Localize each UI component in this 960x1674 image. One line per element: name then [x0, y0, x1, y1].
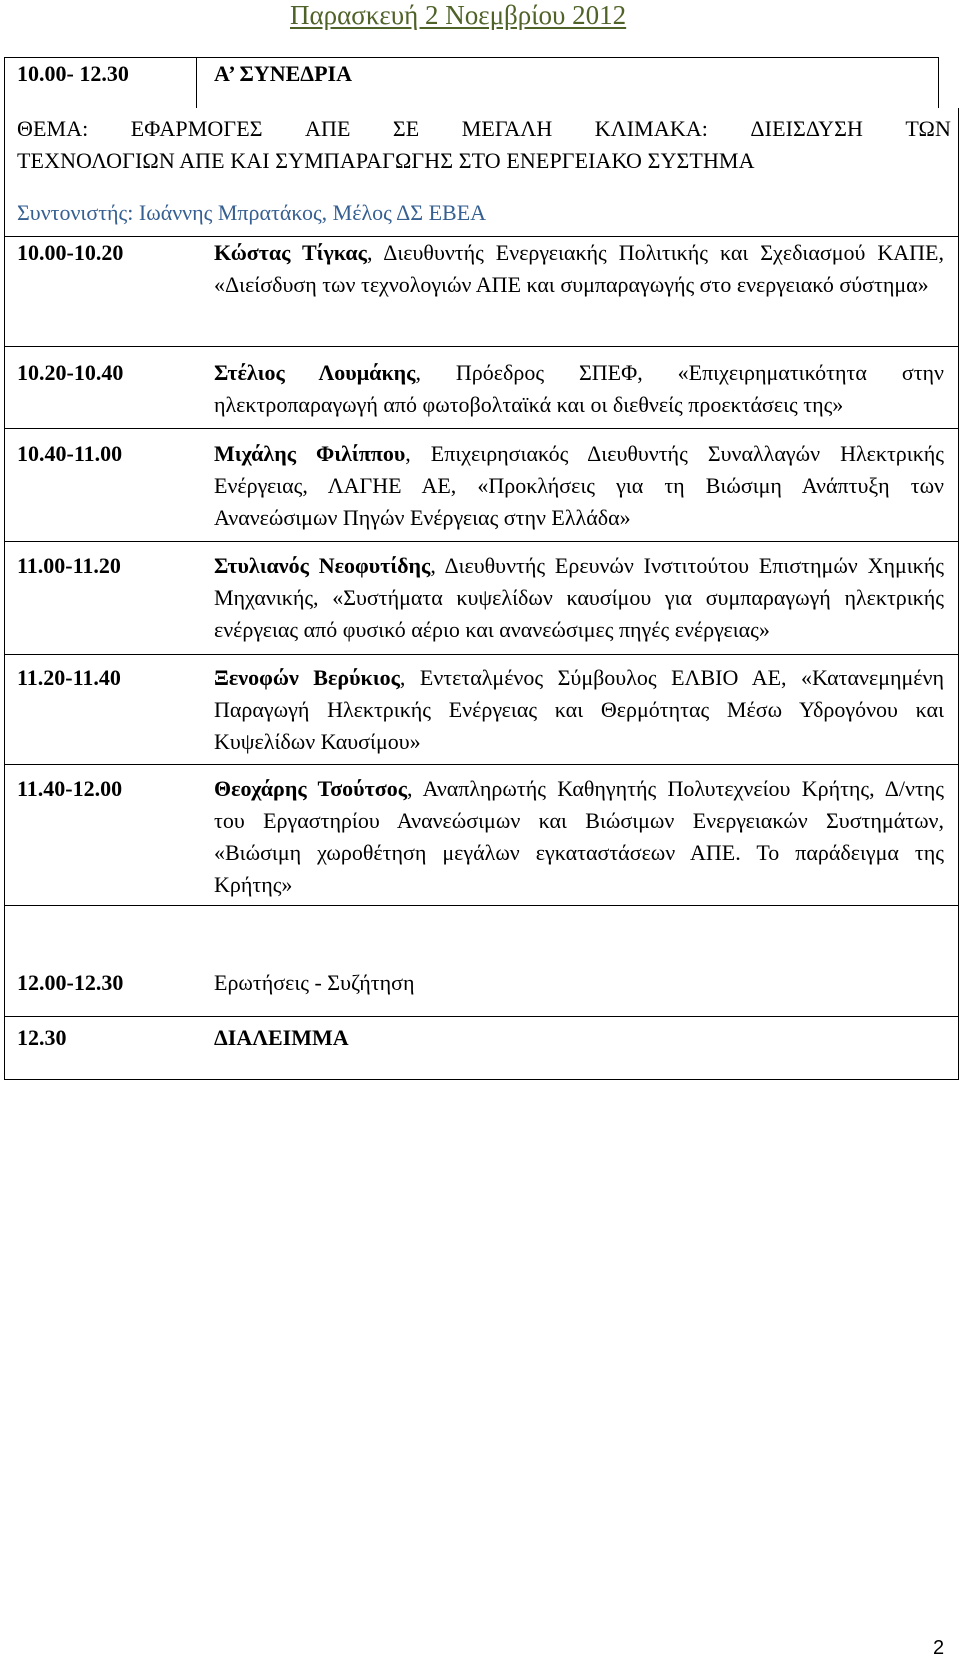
row-divider	[4, 764, 959, 765]
talk-details: , Εντεταλμένος Σύμβουλος ΕΛΒΙΟ ΑΕ, «Κατανεμημένη Παραγωγή Ηλεκτρικής Ενέργειας και Θερμότητας Μέσω Υδρογόνου και Κυψελίδων Καυσίμου»	[214, 665, 944, 754]
talk-details: , Πρόεδρος ΣΠΕΦ, «Επιχειρηματικότητα στην ηλεκτροπαραγωγή από φωτοβολταϊκά και οι διεθνείς προεκτάσεις της»	[214, 360, 944, 417]
talk-time: 11.20-11.40	[17, 665, 121, 690]
session-theme	[17, 113, 951, 177]
talk-time: 10.20-10.40	[17, 360, 124, 385]
talk-description	[214, 773, 944, 901]
speaker-name: Θεοχάρης Τσούτσος	[214, 776, 407, 801]
session-coordinator: Συντονιστής: Ιωάννης Μπρατάκος, Μέλος ΔΣ ΕΒΕΑ	[17, 200, 487, 225]
theme-word: ΑΠΕ	[305, 116, 351, 141]
row-divider	[4, 346, 959, 347]
page-number: 2	[933, 1637, 945, 1659]
row-divider	[4, 905, 959, 906]
theme-word: ΔΙΕΙΣΔΥΣΗ	[750, 116, 864, 141]
page-heading: Παρασκευή 2 Νοεμβρίου 2012	[290, 0, 627, 30]
talk-time: 11.00-11.20	[17, 553, 121, 578]
speaker-name: Στυλιανός Νεοφυτίδης	[214, 553, 431, 578]
talk-description	[214, 237, 944, 301]
theme-word: ΚΛΙΜΑΚΑ:	[594, 116, 709, 141]
row-divider	[4, 1016, 959, 1017]
theme-line-1	[17, 113, 951, 145]
break-label: ΔΙΑΛΕΙΜΜΑ	[214, 1025, 349, 1050]
speaker-name: Στέλιος Λουμάκης	[214, 360, 416, 385]
talk-details: , Επιχειρησιακός Διευθυντής Συναλλαγών Ηλεκτρικής Ενέργειας, ΛΑΓΗΕ ΑΕ, «Προκλήσεις για τη Βιώσιμη Ανάπτυξη των Ανανεώσιμων Πηγών Ενέργειας στην Ελλάδα»	[214, 441, 944, 530]
session-header-box	[4, 57, 939, 108]
speaker-name: Μιχάλης Φιλίππου	[214, 441, 406, 466]
row-divider	[4, 428, 959, 429]
talk-description	[214, 438, 944, 534]
discussion-text: Ερωτήσεις - Συζήτηση	[214, 970, 415, 995]
session-name: Α’ ΣΥΝΕΔΡΙΑ	[214, 61, 352, 86]
theme-word: ΣΕ	[392, 116, 420, 141]
break-time: 12.30	[17, 1025, 67, 1050]
talk-description	[214, 662, 944, 758]
row-divider	[4, 541, 959, 542]
theme-word: ΜΕΓΑΛΗ	[461, 116, 553, 141]
talk-time: 10.00-10.20	[17, 240, 124, 265]
theme-line-2: ΤΕΧΝΟΛΟΓΙΩΝ ΑΠΕ ΚΑΙ ΣΥΜΠΑΡΑΓΩΓΗΣ ΣΤΟ ΕΝΕΡΓΕΙΑΚΟ ΣΥΣΤΗΜΑ	[17, 148, 755, 173]
talk-details: , Διευθυντής Ενεργειακής Πολιτικής και Σχεδιασμού ΚΑΠΕ, «Διείσδυση των τεχνολογιών ΑΠΕ και συμπαραγωγής στο ενεργειακό σύστημα»	[214, 240, 944, 297]
theme-word: ΘΕΜΑ:	[17, 116, 89, 141]
session-divider	[196, 57, 197, 108]
row-divider	[4, 654, 959, 655]
theme-word: ΤΩΝ	[905, 116, 951, 141]
talk-description	[214, 550, 944, 646]
talk-details: , Διευθυντής Ερευνών Ινστιτούτου Επιστημών Χημικής Μηχανικής, «Συστήματα κυψελίδων καυσίμου για συμπαραγωγή ηλεκτρικής ενέργειας από φυσικό αέριο και ανανεώσιμες πηγές ενέργειας»	[214, 553, 944, 642]
talk-details: , Αναπληρωτής Καθηγητής Πολυτεχνείου Κρήτης, Δ/ντης του Εργαστηρίου Ανανεώσιμων και Βιώσιμων Ενεργειακών Συστημάτων, «Βιώσιμη χωροθέτηση μεγάλων εγκαταστάσεων ΑΠΕ. Το παράδειγμα της Κρήτης»	[214, 776, 944, 897]
discussion-time: 12.00-12.30	[17, 970, 124, 995]
theme-word: ΕΦΑΡΜΟΓΕΣ	[130, 116, 263, 141]
talk-time: 11.40-12.00	[17, 776, 123, 801]
talk-time: 10.40-11.00	[17, 441, 123, 466]
speaker-name: Κώστας Τίγκας	[214, 240, 367, 265]
session-time: 10.00- 12.30	[17, 61, 129, 86]
speaker-name: Ξενοφών Βερύκιος	[214, 665, 400, 690]
talk-description	[214, 357, 944, 421]
